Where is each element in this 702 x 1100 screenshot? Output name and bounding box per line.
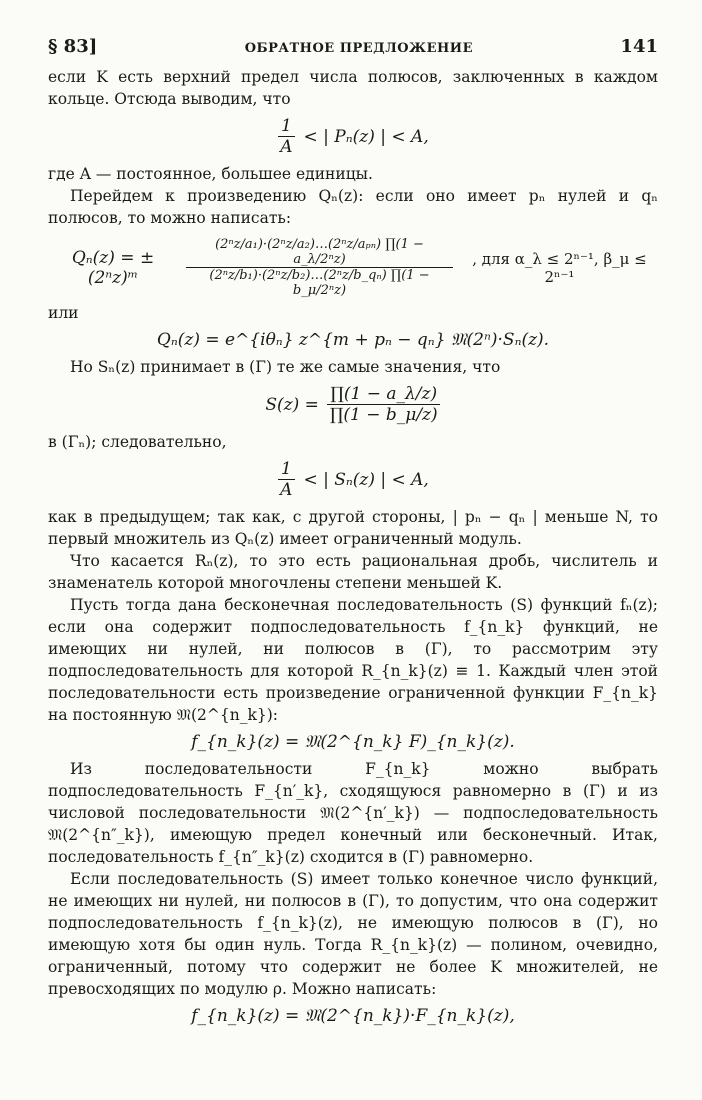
formula-6: f_{n_k}(z) = 𝔐(2^{n_k} F)_{n_k}(z). [191, 732, 515, 752]
formula-4: S(z) = $\frac{\prod(1 - a\_\lambda/z)}{\prod(1 - b\_\mu/z)}$ [48, 384, 658, 425]
running-header [48, 36, 658, 66]
paragraph-7: как в предыдущем; так как, с другой стороны, | pₙ − qₙ | меньше N, то первый множитель из Qₙ(z) имеет ограниченный модуль. [48, 508, 658, 548]
formula-2: Qₙ(z) = ± (2ⁿz)ᵐ $\frac{\text{(2ⁿz/a₁)·(2ⁿz/a₂)…(2ⁿz/aₚₙ) ∏(1 − a\_λ/2ⁿz)}}{\text{(2ⁿz/b₁)·(2ⁿz/b₂)…(2ⁿz/b\_qₙ) ∏(1 − b\_μ/2ⁿz)}}$ , для α_λ ≤ 2ⁿ⁻¹, β_μ ≤ 2ⁿ⁻¹ [71, 237, 647, 298]
paragraph-2: где A — постоянное, большее единицы. [48, 165, 373, 183]
paragraph-6: в (Γₙ); следовательно, [48, 433, 227, 451]
paragraph-4: или [48, 304, 79, 322]
paragraph-5: Но Sₙ(z) принимает в (Γ) те же самые значения, что [70, 358, 501, 376]
paragraph-3: Перейдем к произведению Qₙ(z): если оно имеет pₙ нулей и qₙ полюсов, то можно написать: [48, 187, 658, 227]
running-title: ОБРАТНОЕ ПРЕДЛОЖЕНИЕ [244, 41, 473, 56]
formula-1: $\frac{1}{A}$ < | Pₙ(z) | < A, [48, 116, 658, 157]
page-number: 141 [620, 36, 658, 57]
paragraph-11: Если последовательность (S) имеет только конечное число функций, не имеющих ни нулей, ни полюсов в (Γ), то допустим, что она содержит подпоследовательность f_{n_k}(z), не имеющую полюсов в (Γ), но имеющую хотя бы один нуль. Тогда R_{n_k}(z) — полином, очевидно, ограниченный, потому что содержит не более K множителей, не превосходящих по модулю ρ. Можно написать: [48, 870, 658, 998]
paragraph-10: Из последовательности F_{n_k} можно выбрать подпоследовательность F_{n′_k}, сходящуюся равномерно в (Γ) и из числовой последовательности 𝔐(2^{n′_k}) — подпоследовательность 𝔐(2^{n″_k}), имеющую предел конечный или бесконечный. Итак, последовательность f_{n″_k}(z) сходится в (Γ) равномерно. [48, 760, 658, 866]
page [48, 36, 658, 1032]
paragraph-8: Что касается Rₙ(z), то это есть рациональная дробь, числитель и знаменатель которой многочлены степени меньшей K. [48, 552, 658, 592]
formula-5: $\frac{1}{A}$ < | Sₙ(z) | < A, [48, 459, 658, 500]
formula-3: Qₙ(z) = e^{iθₙ} z^{m + pₙ − qₙ} 𝔐(2ⁿ)·Sₙ(z). [156, 330, 550, 350]
formula-7: f_{n_k}(z) = 𝔐(2^{n_k})·F_{n_k}(z), [191, 1006, 515, 1026]
section-ref: § 83] [48, 36, 98, 57]
paragraph-1: если K есть верхний предел числа полюсов, заключенных в каждом кольце. Отсюда выводим, что [48, 68, 658, 108]
paragraph-9: Пусть тогда дана бесконечная последовательность (S) функций fₙ(z); если она содержит подпоследовательность f_{n_k} функций, не имеющих ни нулей, ни полюсов в (Γ), то рассмотрим эту подпоследовательность для которой R_{n_k}(z) ≡ 1. Каждый член этой последовательности есть произведение ограниченной функции F_{n_k} на постоянную 𝔐(2^{n_k}): [48, 596, 658, 724]
